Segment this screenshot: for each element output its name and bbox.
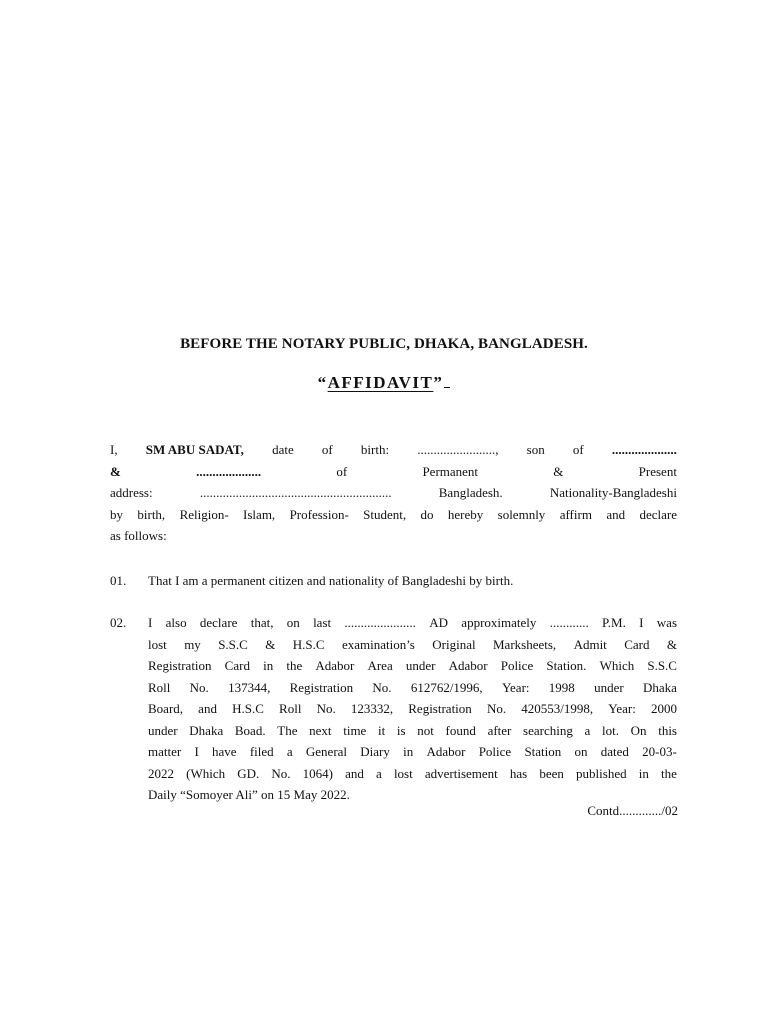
clause-line bbox=[148, 612, 677, 634]
word: and bbox=[606, 506, 626, 522]
word: No. bbox=[189, 679, 209, 695]
clause-line bbox=[148, 720, 677, 742]
word: Police bbox=[500, 658, 534, 673]
word: declare bbox=[639, 506, 677, 522]
word: H.S.C bbox=[232, 701, 264, 716]
clause-line bbox=[148, 677, 677, 699]
word: approximately bbox=[461, 615, 537, 630]
clause-line bbox=[148, 655, 677, 677]
word: under bbox=[594, 679, 624, 695]
clause-02 bbox=[110, 612, 677, 806]
word: Adabor bbox=[315, 658, 355, 673]
word: I bbox=[194, 744, 199, 759]
word: 123332, bbox=[350, 701, 394, 716]
word: The bbox=[277, 722, 298, 738]
word: under bbox=[405, 658, 436, 673]
word: declare bbox=[199, 615, 238, 630]
intro-present: Present bbox=[638, 463, 677, 479]
word: lost bbox=[148, 636, 167, 652]
word: a bbox=[286, 744, 293, 759]
word: H.S.C bbox=[292, 636, 325, 652]
intro-son: son bbox=[526, 442, 545, 457]
word: also bbox=[165, 615, 187, 630]
clause-number: 01. bbox=[110, 573, 127, 588]
word: been bbox=[539, 765, 564, 781]
word: No. bbox=[486, 701, 507, 716]
word: Marksheets, bbox=[492, 636, 557, 652]
word: affirm bbox=[559, 506, 592, 522]
word: the bbox=[660, 765, 677, 781]
word: I bbox=[639, 615, 644, 630]
word: that, bbox=[250, 615, 274, 630]
word: Islam, bbox=[243, 506, 276, 522]
word: has bbox=[509, 765, 528, 781]
word: Station bbox=[524, 744, 562, 759]
word: Dhaka bbox=[189, 722, 224, 738]
clause-line bbox=[148, 741, 677, 763]
word: Adabor bbox=[448, 658, 488, 673]
word: 2022 bbox=[148, 765, 174, 781]
word: the bbox=[286, 658, 303, 673]
word: dated bbox=[600, 744, 629, 759]
word: a bbox=[376, 765, 382, 781]
word: & bbox=[666, 636, 677, 652]
word: Religion- bbox=[179, 506, 229, 522]
intro-amp: & bbox=[110, 463, 121, 479]
word: Which bbox=[599, 658, 635, 673]
word: S.S.C bbox=[218, 636, 248, 652]
word: Station. bbox=[546, 658, 587, 673]
continued-marker: Contd............./02 bbox=[587, 803, 678, 818]
clause-line-last: Daily “Somoyer Ali” on 15 May 2022. bbox=[148, 787, 350, 802]
word: 1998 bbox=[548, 679, 575, 695]
word: next bbox=[309, 722, 332, 738]
clause-text: That I am a permanent citizen and nationality of Bangladeshi by birth. bbox=[148, 573, 514, 588]
word: on bbox=[286, 615, 300, 630]
document-heading: BEFORE THE NOTARY PUBLIC, DHAKA, BANGLADESH. bbox=[180, 336, 588, 352]
word: my bbox=[184, 636, 201, 652]
intro-of-3: of bbox=[336, 463, 348, 479]
word: hereby bbox=[447, 506, 484, 522]
title-open-quote: “ bbox=[317, 373, 328, 392]
word: 137344, bbox=[228, 679, 271, 695]
title-close-quote: ” bbox=[433, 373, 444, 392]
word: Board, bbox=[148, 701, 184, 716]
clause-text bbox=[148, 612, 677, 806]
dob-blank: ........................, bbox=[417, 442, 499, 457]
clause-01 bbox=[110, 570, 677, 592]
word: under bbox=[148, 722, 178, 738]
word: No. bbox=[271, 765, 291, 781]
word: (Which bbox=[186, 765, 226, 781]
word: this bbox=[658, 722, 677, 738]
intro-i: I, bbox=[110, 442, 118, 457]
word: Card bbox=[224, 658, 250, 673]
word: Police bbox=[478, 744, 512, 759]
word: published bbox=[576, 765, 627, 781]
word: ............ bbox=[549, 615, 589, 630]
word: General bbox=[305, 744, 348, 759]
deponent-name: SM ABU SADAT, bbox=[145, 442, 244, 457]
intro-of-2: of bbox=[572, 442, 584, 457]
word: after bbox=[487, 722, 512, 738]
word: 612762/1996, bbox=[410, 679, 483, 695]
word: P.M. bbox=[601, 615, 626, 630]
word: and bbox=[198, 701, 217, 716]
word: solemnly bbox=[497, 506, 546, 522]
word: lot. bbox=[601, 722, 619, 738]
word: 1064) bbox=[302, 765, 333, 781]
word: Year: bbox=[501, 679, 530, 695]
word: Adabor bbox=[426, 744, 466, 759]
word: searching bbox=[523, 722, 573, 738]
document-title bbox=[0, 373, 768, 393]
word: No. bbox=[372, 679, 392, 695]
mother-blank: .................... bbox=[196, 463, 262, 479]
word: 20-03- bbox=[642, 744, 677, 759]
word: found bbox=[445, 722, 476, 738]
word: Area bbox=[367, 658, 393, 673]
word: Roll bbox=[279, 701, 302, 716]
intro-line-4 bbox=[110, 504, 677, 526]
word: Student, bbox=[363, 506, 407, 522]
word: examination’s bbox=[341, 636, 415, 652]
word: lost bbox=[393, 765, 413, 781]
intro-date: date bbox=[272, 442, 294, 457]
word: 2000 bbox=[650, 701, 677, 716]
word: Roll bbox=[148, 679, 171, 695]
clause-line bbox=[148, 763, 677, 785]
word: Boad. bbox=[234, 722, 266, 738]
intro-line-2 bbox=[110, 461, 677, 483]
word: No. bbox=[316, 701, 336, 716]
word: ...................... bbox=[344, 615, 416, 630]
word: Dhaka bbox=[642, 679, 677, 695]
word: GD. bbox=[237, 765, 260, 781]
word: filed bbox=[249, 744, 274, 759]
word: not bbox=[417, 722, 434, 738]
intro-line-3 bbox=[110, 482, 677, 504]
word: birth, bbox=[137, 506, 166, 522]
clause-line bbox=[148, 698, 677, 720]
word: matter bbox=[148, 744, 182, 759]
word: last bbox=[313, 615, 332, 630]
word: in bbox=[263, 658, 274, 673]
word: do bbox=[420, 506, 434, 522]
word: in bbox=[638, 765, 649, 781]
word: Year: bbox=[608, 701, 636, 716]
title-underline-trail bbox=[444, 375, 450, 388]
word: AD bbox=[429, 615, 448, 630]
word: a bbox=[584, 722, 591, 738]
intro-birth: birth: bbox=[360, 442, 390, 457]
intro-permanent: Permanent bbox=[422, 463, 479, 479]
word: time bbox=[343, 722, 367, 738]
word: Card bbox=[624, 636, 650, 652]
word: is bbox=[396, 722, 406, 738]
word: in bbox=[403, 744, 414, 759]
clause-number: 02. bbox=[110, 615, 127, 630]
word: was bbox=[656, 615, 677, 630]
address-blank: ........................................................... bbox=[199, 485, 392, 500]
word: Registration bbox=[148, 658, 212, 673]
word: it bbox=[378, 722, 386, 738]
word: advertisement bbox=[424, 765, 498, 781]
word: I bbox=[148, 615, 153, 630]
intro-nationality: Nationality-Bangladeshi bbox=[549, 485, 677, 500]
title-word: AFFIDAVIT bbox=[327, 373, 434, 392]
word: and bbox=[345, 765, 364, 781]
word: S.S.C bbox=[647, 658, 677, 673]
intro-line-1 bbox=[110, 439, 677, 461]
word: Profession- bbox=[289, 506, 349, 522]
word: On bbox=[630, 722, 647, 738]
word: Original bbox=[432, 636, 476, 652]
intro-address: address: bbox=[110, 485, 153, 500]
word: by bbox=[110, 506, 123, 522]
word: & bbox=[265, 636, 276, 652]
intro-line-5: as follows: bbox=[110, 528, 167, 543]
word: Admit bbox=[573, 636, 607, 652]
father-blank: .................... bbox=[611, 442, 677, 457]
intro-bangladesh: Bangladesh. bbox=[438, 485, 503, 500]
word: Registration bbox=[408, 701, 472, 716]
word: Registration bbox=[289, 679, 354, 695]
clause-line bbox=[148, 634, 677, 656]
intro-of: of bbox=[321, 442, 333, 457]
word: Diary bbox=[360, 744, 390, 759]
word: have bbox=[212, 744, 237, 759]
intro-paragraph bbox=[110, 439, 677, 547]
intro-amp-2: & bbox=[553, 463, 564, 479]
word: on bbox=[574, 744, 588, 759]
word: 420553/1998, bbox=[521, 701, 594, 716]
